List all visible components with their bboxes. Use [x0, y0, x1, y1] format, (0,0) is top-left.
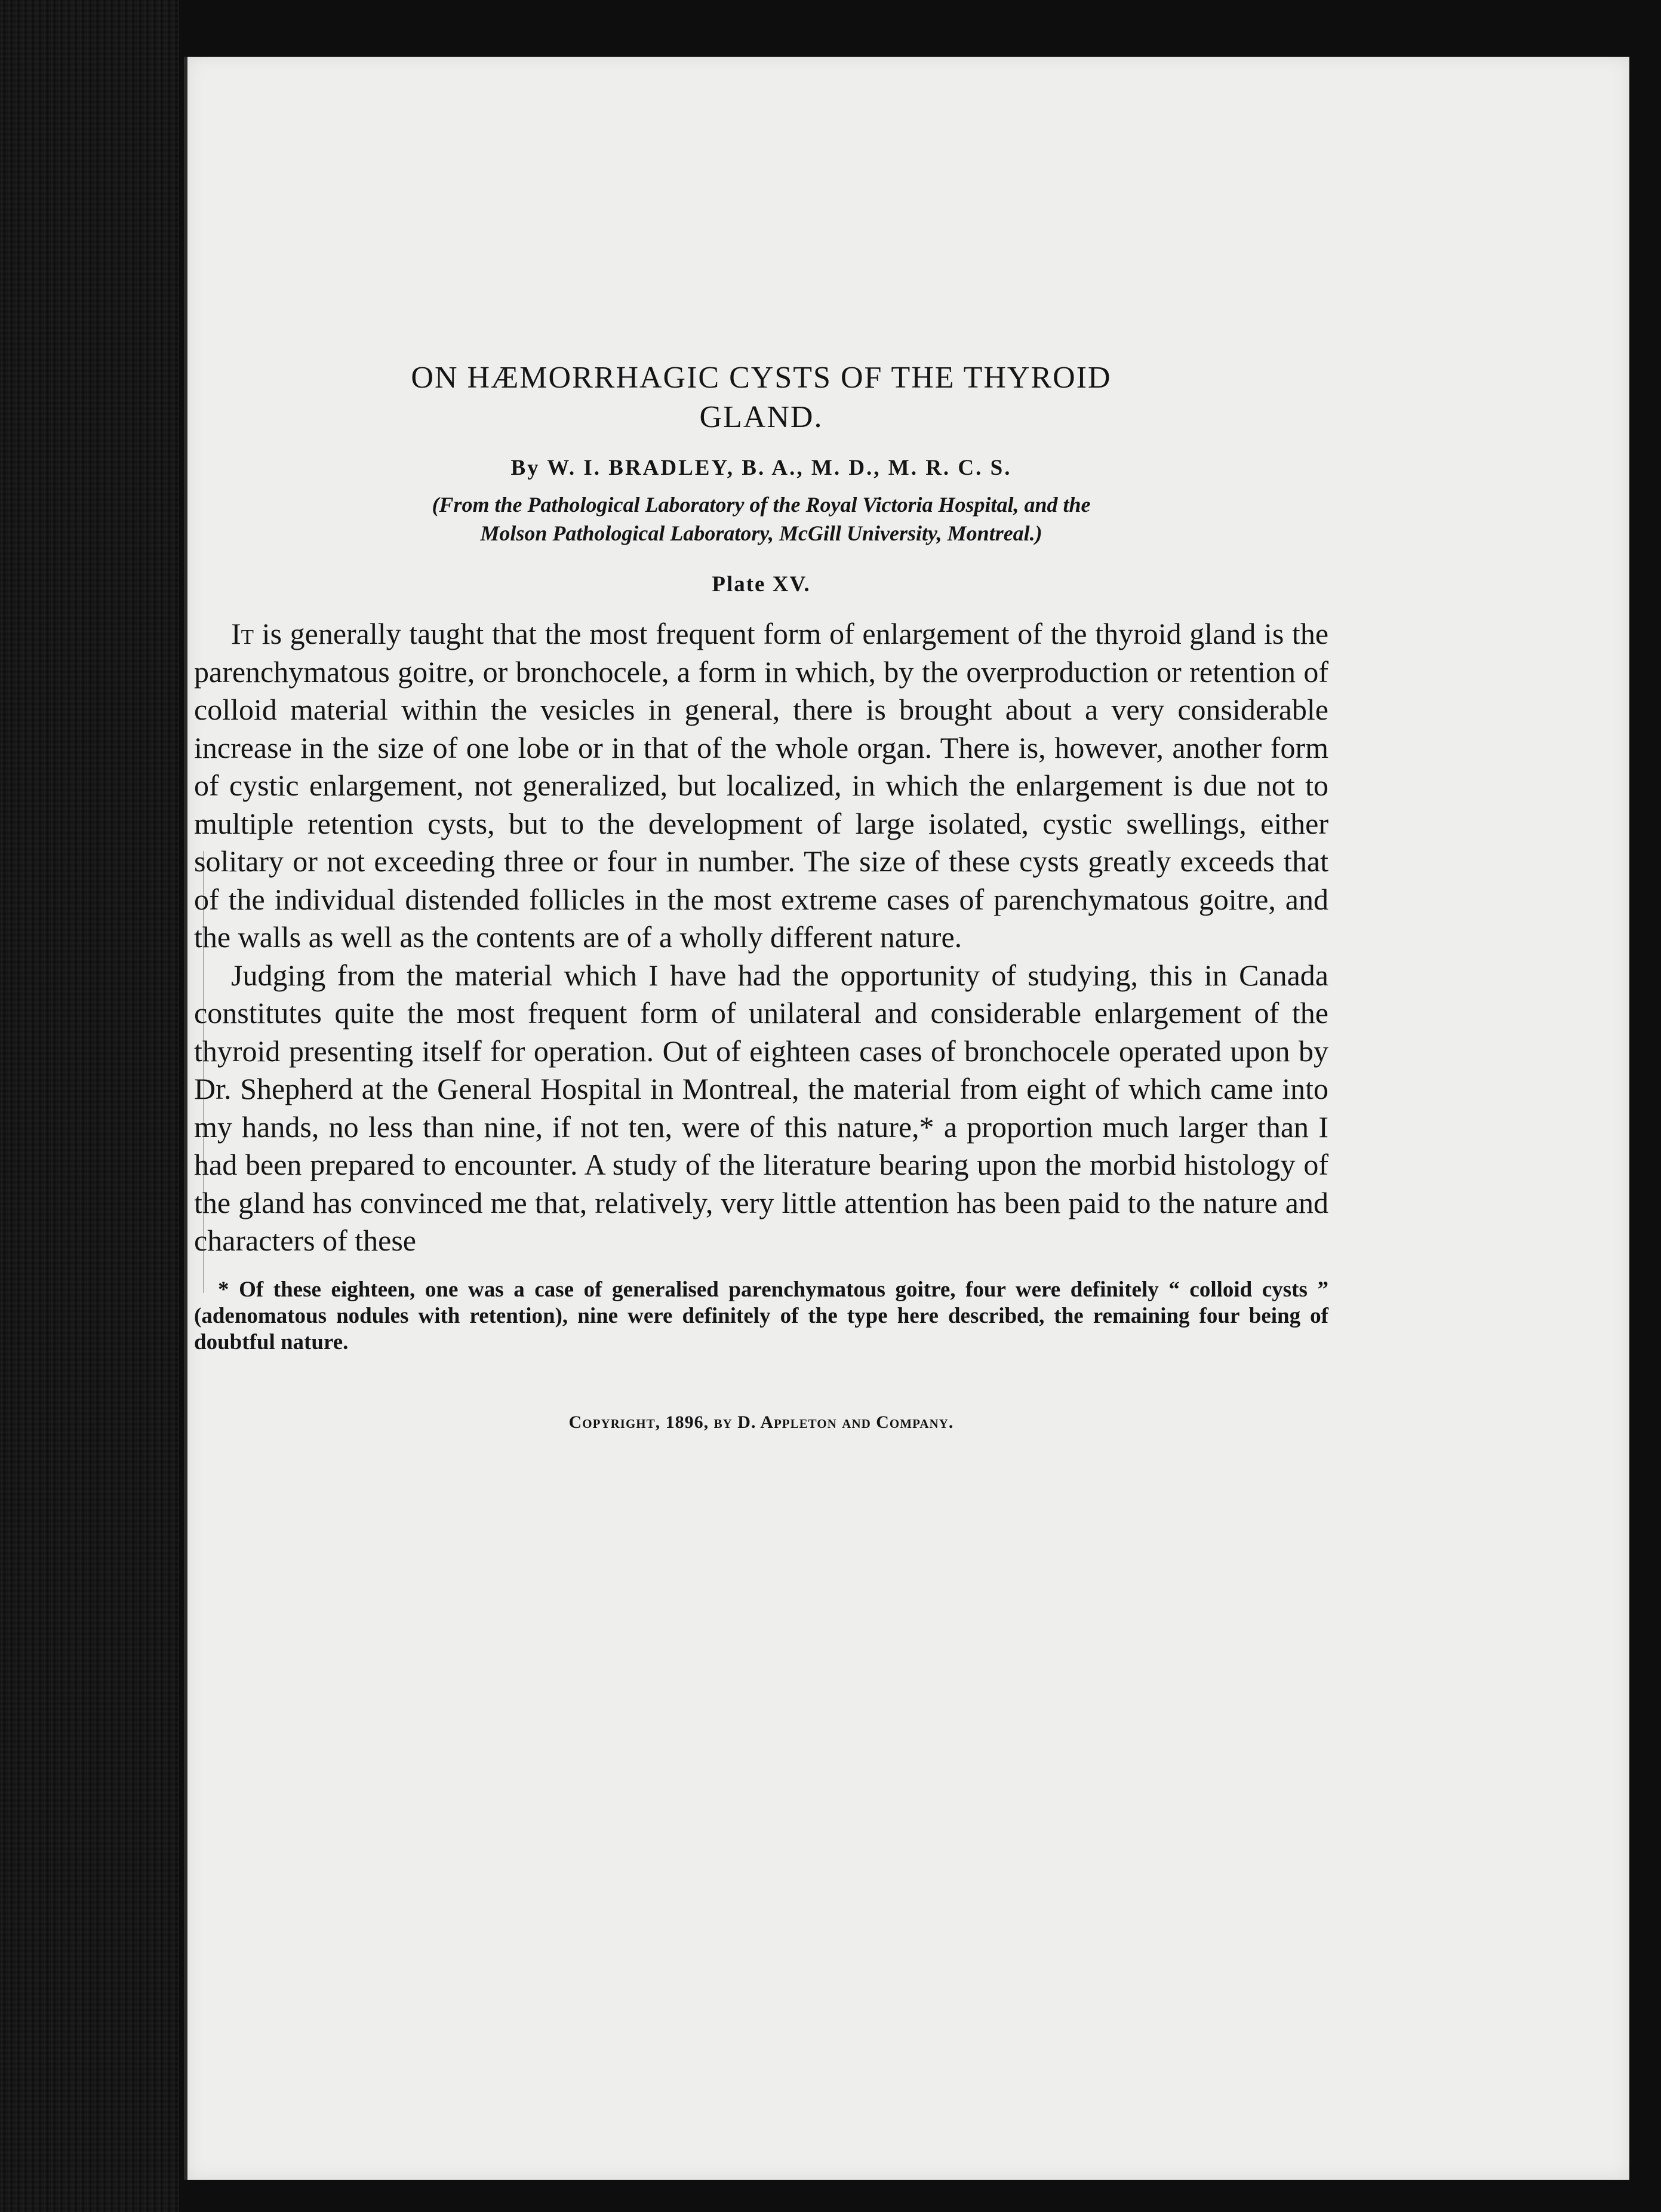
body-paragraph-2: Judging from the material which I have had the opportunity of studying, this in Canada constitutes quite the most frequent form of unilateral and considerable enlargement of the thyroid presenting itself for operation. Out of eighteen cases of bronchocele operated upon by Dr. Shepherd at the General Hospital in Montreal, the material from eight of which came into my hands, no less than nine, if not ten, were of this nature,* a proportion much larger than I had been prepared to encounter. A study of the literature bearing upon the morbid histology of the gland has convinced me that, relatively, very little attention has been paid to the nature and characters of these: [194, 958, 1328, 1257]
paragraph-lead-word: It: [231, 617, 254, 650]
article-content: [194, 358, 1328, 1433]
author-affiliation: [194, 490, 1328, 548]
body-paragraph-1-text: is generally taught that the most frequent form of enlargement of the thyroid gland is the parenchymatous goitre, or bronchocele, a form in which, by the overproduction or retention of colloid material within the vesicles in general, there is brought about a very considerable increase in the size of one lobe or in that of the whole organ. There is, however, another form of cystic enlargement, not generalized, but localized, in which the enlargement is due not to multiple retention cysts, but to the development of large isolated, cystic swellings, either solitary or not exceeding three or four in number. The size of these cysts greatly exceeds that of the individual distended follicles in the most extreme cases of parenchymatous goitre, and the walls as well as the contents are of a wholly different nature.: [194, 617, 1329, 954]
footnote: * Of these eighteen, one was a case of generalised parenchymatous goitre, four were definitely “ colloid cysts ” (adenomatous nodules with retention), nine were definitely of the type here described, the remaining four being of doubtful nature.: [194, 1277, 1328, 1354]
author-byline: By W. I. BRADLEY, B. A., M. D., M. R. C. S.: [510, 456, 1012, 480]
article-title: [194, 358, 1328, 437]
article-title-line1: ON HÆMORRHAGIC CYSTS OF THE THYROID: [411, 361, 1112, 395]
article-title-line2: GLAND.: [699, 400, 823, 434]
plate-reference: Plate XV.: [712, 572, 811, 597]
affiliation-line2: Molson Pathological Laboratory, McGill University, Montreal.): [480, 521, 1042, 545]
book-binding: [0, 0, 179, 2212]
affiliation-line1: (From the Pathological Laboratory of the Royal Victoria Hospital, and the: [432, 493, 1091, 517]
copyright-notice: Copyright, 1896, by D. Appleton and Company.: [568, 1412, 954, 1432]
body-paragraph-1: [194, 615, 1328, 957]
